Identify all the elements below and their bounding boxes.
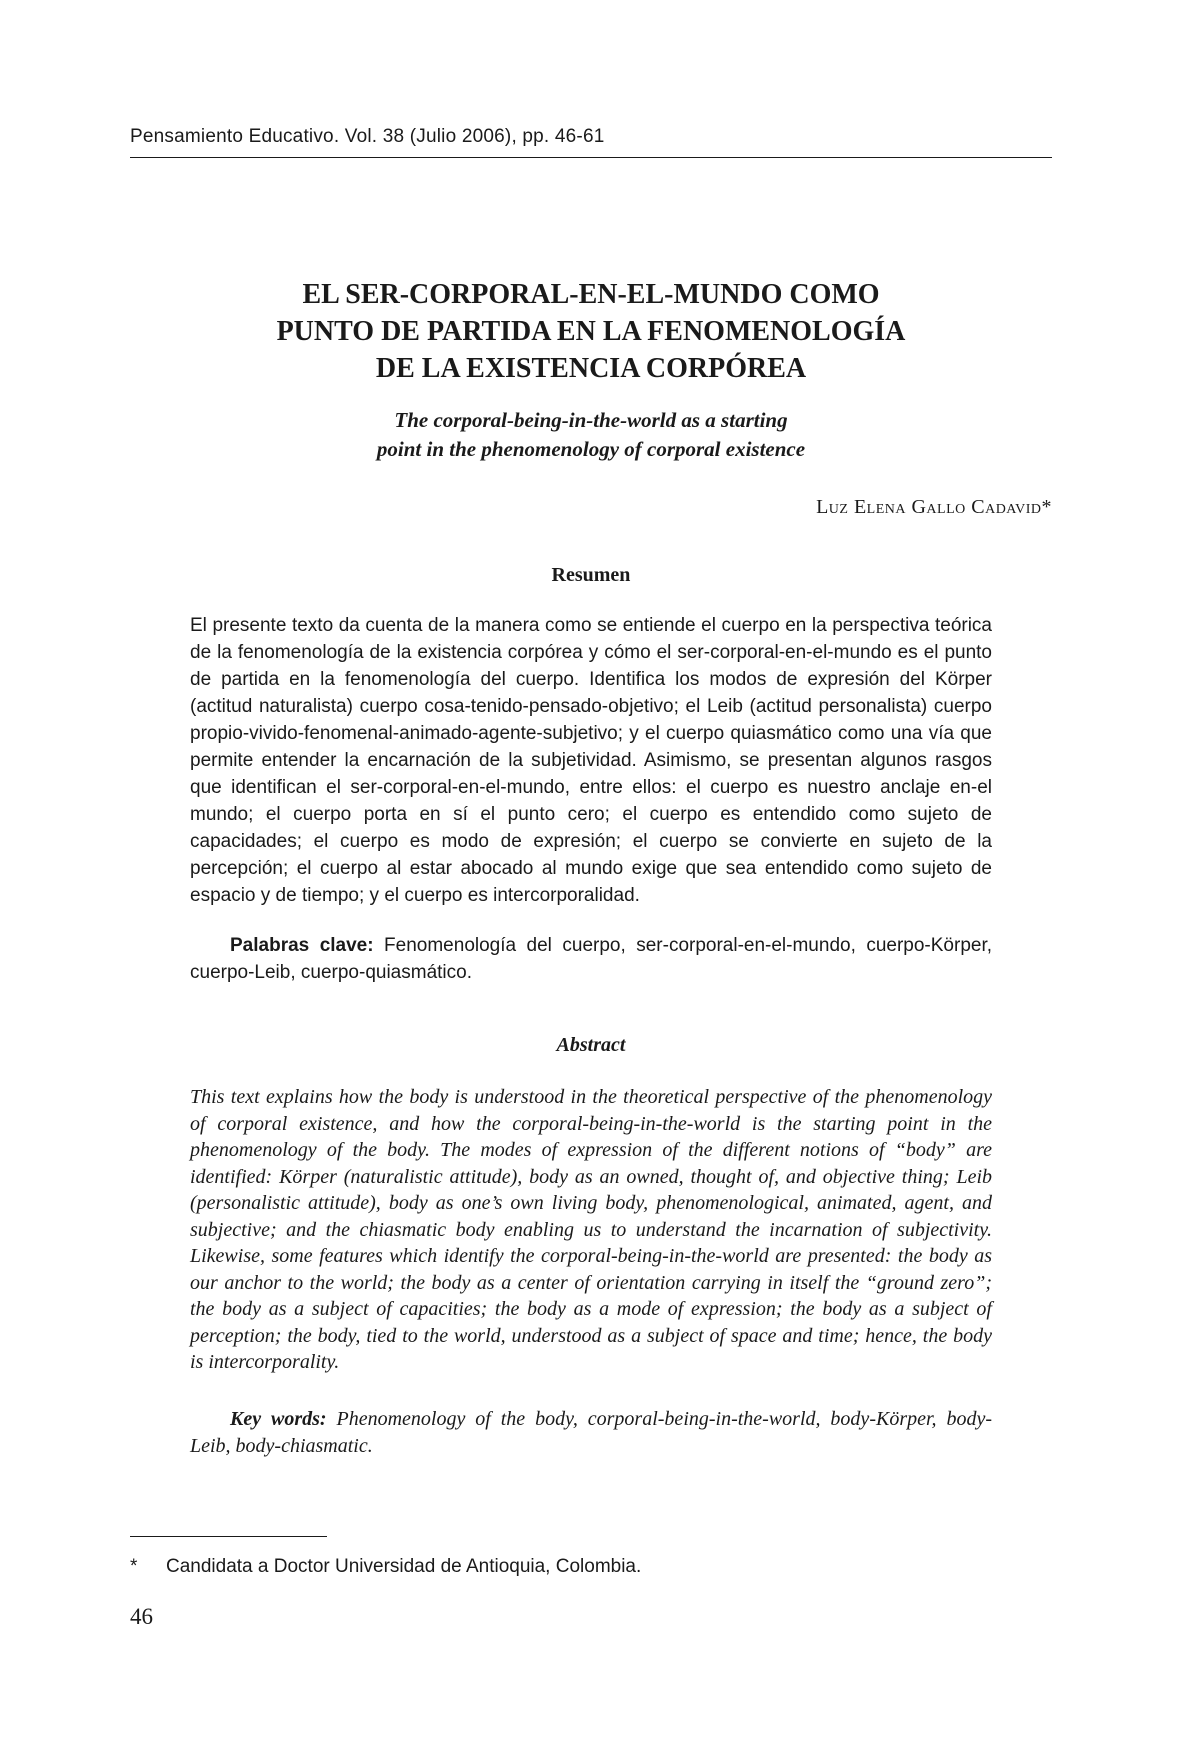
running-head: Pensamiento Educativo. Vol. 38 (Julio 2006), pp. 46-61 [130, 126, 1052, 158]
subtitle-line-1: The corporal-being-in-the-world as a starting [394, 408, 788, 432]
article-title [130, 276, 1052, 387]
resumen-body: El presente texto da cuenta de la manera como se entiende el cuerpo en la perspectiva teórica de la fenomenología de la existencia corpórea y cómo el ser-corporal-en-el-mundo es el punto de partida en la fenomenología del cuerpo. Identifica los modos de expresión del Körper (actitud naturalista) cuerpo cosa-tenido-pensado-objetivo; el Leib (actitud personalista) cuerpo propio-vivido-fenomenal-animado-agente-subjetivo; y el cuerpo quiasmático como una vía que permite entender la encarnación de la subjetividad. Asimismo, se presentan algunos rasgos que identifican el ser-corporal-en-el-mundo, entre ellos: el cuerpo es nuestro anclaje en-el mundo; el cuerpo porta en sí el punto cero; el cuerpo es entendido como sujeto de capacidades; el cuerpo es modo de expresión; el cuerpo se convierte en sujeto de la percepción; el cuerpo al estar abocado al mundo exige que sea entendido como sujeto de espacio y de tiempo; y el cuerpo es intercorporalidad. [190, 615, 992, 906]
keywords-en-text: Phenomenology of the body, corporal-being-in-the-world, body-Körper, body-Leib, body-chiasmatic. [190, 1408, 992, 1457]
abstract-body: This text explains how the body is understood in the theoretical perspective of the phenomenology of corporal existence, and how the corporal-being-in-the-world is the starting point in the phenomenology of the body. The modes of expression of the different notions of “body” are identified: Körper (naturalistic attitude), body as an owned, thought of, and objective thing; Leib (personalistic attitude), body as one’s own living body, phenomenological, animated, agent, and subjective; and the chiasmatic body enabling us to understand the incarnation of subjectivity. Likewise, some features which identify the corporal-being-in-the-world are presented: the body as our anchor to the world; the body as a center of orientation carrying in itself the “ground zero”; the body as a subject of capacities; the body as a mode of expression; the body as a subject of perception; the body, tied to the world, understood as a subject of space and time; hence, the body is intercorporality. [190, 1086, 992, 1373]
footnote-rule [130, 1536, 327, 1537]
title-line-3: DE LA EXISTENCIA CORPÓREA [375, 353, 807, 384]
article-subtitle [130, 406, 1052, 464]
footnote [130, 1556, 641, 1578]
keywords-es-label: Palabras clave: [230, 935, 374, 956]
page-number: 46 [130, 1604, 153, 1629]
keywords-en [190, 1406, 992, 1459]
keywords-es-text: Fenomenología del cuerpo, ser-corporal-en-el-mundo, cuerpo-Körper, cuerpo-Leib, cuerpo-quiasmático. [190, 935, 993, 983]
keywords-en-label: Key words: [230, 1408, 327, 1430]
title-line-2: PUNTO DE PARTIDA EN LA FENOMENOLOGÍA [276, 316, 906, 347]
title-line-1: EL SER-CORPORAL-EN-EL-MUNDO COMO [302, 279, 880, 310]
subtitle-line-2: point in the phenomenology of corporal existence [376, 437, 806, 461]
footnote-marker: * [130, 1556, 138, 1577]
author-name: Luz Elena Gallo Cadavid* [816, 496, 1052, 518]
resumen-heading: Resumen [551, 564, 631, 586]
abstract-heading: Abstract [556, 1034, 626, 1056]
footnote-text: Candidata a Doctor Universidad de Antioquia, Colombia. [166, 1556, 642, 1577]
keywords-es [190, 932, 992, 986]
